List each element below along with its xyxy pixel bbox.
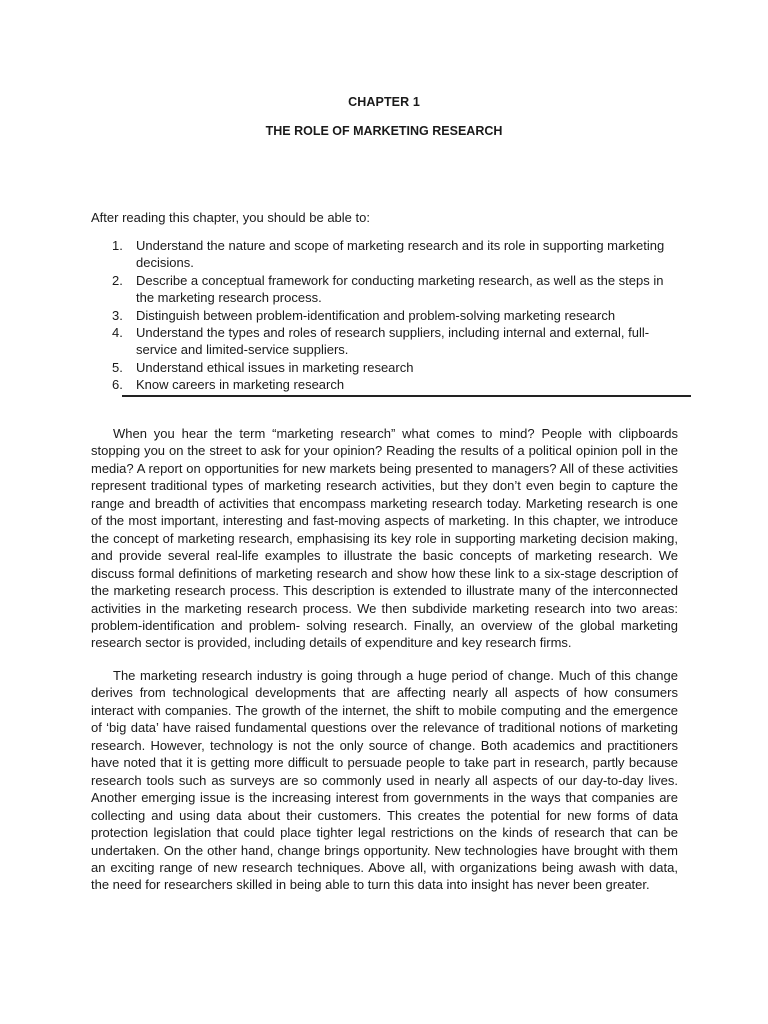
- list-item: [108, 237, 678, 272]
- list-item: [108, 324, 678, 359]
- list-item: [108, 272, 678, 307]
- body-paragraph: The marketing research industry is going through a huge period of change. Much of this change derives from technological developments that are affecting nearly all aspects of how consumers interact with companies. The growth of the internet, the shift to mobile computing and the emergence of ‘big data’ have raised fundamental questions over the relevance of traditional notions of marketing research. However, technology is not the only source of change. Both academics and practitioners have noted that it is getting more difficult to persuade people to take part in research, partly because research tools such as surveys are so commonly used in nearly all aspects of our day-to-day lives. Another emerging issue is the increasing interest from governments in the ways that companies are collecting and using data about their customers. This creates the potential for new forms of data protection legislation that could place tighter legal restrictions on the kinds of research that can be undertaken. On the other hand, change brings opportunity. New technologies have brought with them an exciting range of new research techniques. Above all, with organizations being awash with data, the need for researchers skilled in being able to turn this data into insight has never been greater.: [91, 668, 678, 893]
- list-item-text: Describe a conceptual framework for conducting marketing research, as well as the steps in the marketing research process.: [136, 272, 664, 306]
- chapter-number: CHAPTER 1: [348, 95, 420, 109]
- list-item-text: Know careers in marketing research: [136, 377, 345, 393]
- learning-objectives-list: [108, 237, 678, 394]
- list-item-number: 1.: [112, 238, 123, 253]
- section-divider: [122, 395, 691, 397]
- list-item-number: 2.: [112, 272, 123, 288]
- list-item-number: 5.: [112, 359, 123, 375]
- objectives-intro: After reading this chapter, you should be able to:: [91, 210, 370, 225]
- list-item-number: 6.: [112, 377, 123, 393]
- list-item: [108, 376, 678, 393]
- list-item: [108, 307, 678, 324]
- list-item-text: Distinguish between problem-identification and problem-solving marketing research: [136, 307, 616, 323]
- list-item-text: Understand the nature and scope of marketing research and its role in supporting marketing decisions.: [136, 238, 665, 271]
- chapter-title: THE ROLE OF MARKETING RESEARCH: [265, 124, 503, 138]
- list-item-text: Understand the types and roles of research suppliers, including internal and external, full-service and limited-service suppliers.: [136, 325, 650, 358]
- body-paragraph: When you hear the term “marketing research” what comes to mind? People with clipboards stopping you on the street to ask for your opinion? Reading the results of a political opinion poll in the media? A report on opportunities for new markets being presented to managers? All of these activities represent traditional types of marketing research activities, but they don’t even begin to capture the range and breadth of activities that encompass marketing research today. Marketing research is one of the most important, interesting and fast-moving aspects of marketing. In this chapter, we introduce the concept of marketing research, emphasising its key role in supporting marketing decision making, and provide several real-life examples to illustrate the basic concepts of marketing research. We discuss formal definitions of marketing research and show how these link to a six-stage description of the marketing research process. This description is extended to illustrate many of the interconnected activities in the marketing research process. We then subdivide marketing research into two areas: problem-identification and problem- solving research. Finally, an overview of the global marketing research sector is provided, including details of expenditure and key research firms.: [91, 426, 678, 651]
- list-item-text: Understand ethical issues in marketing research: [136, 359, 414, 375]
- list-item-number: 3.: [112, 307, 123, 323]
- list-item: [108, 359, 678, 376]
- list-item-number: 4.: [112, 325, 123, 341]
